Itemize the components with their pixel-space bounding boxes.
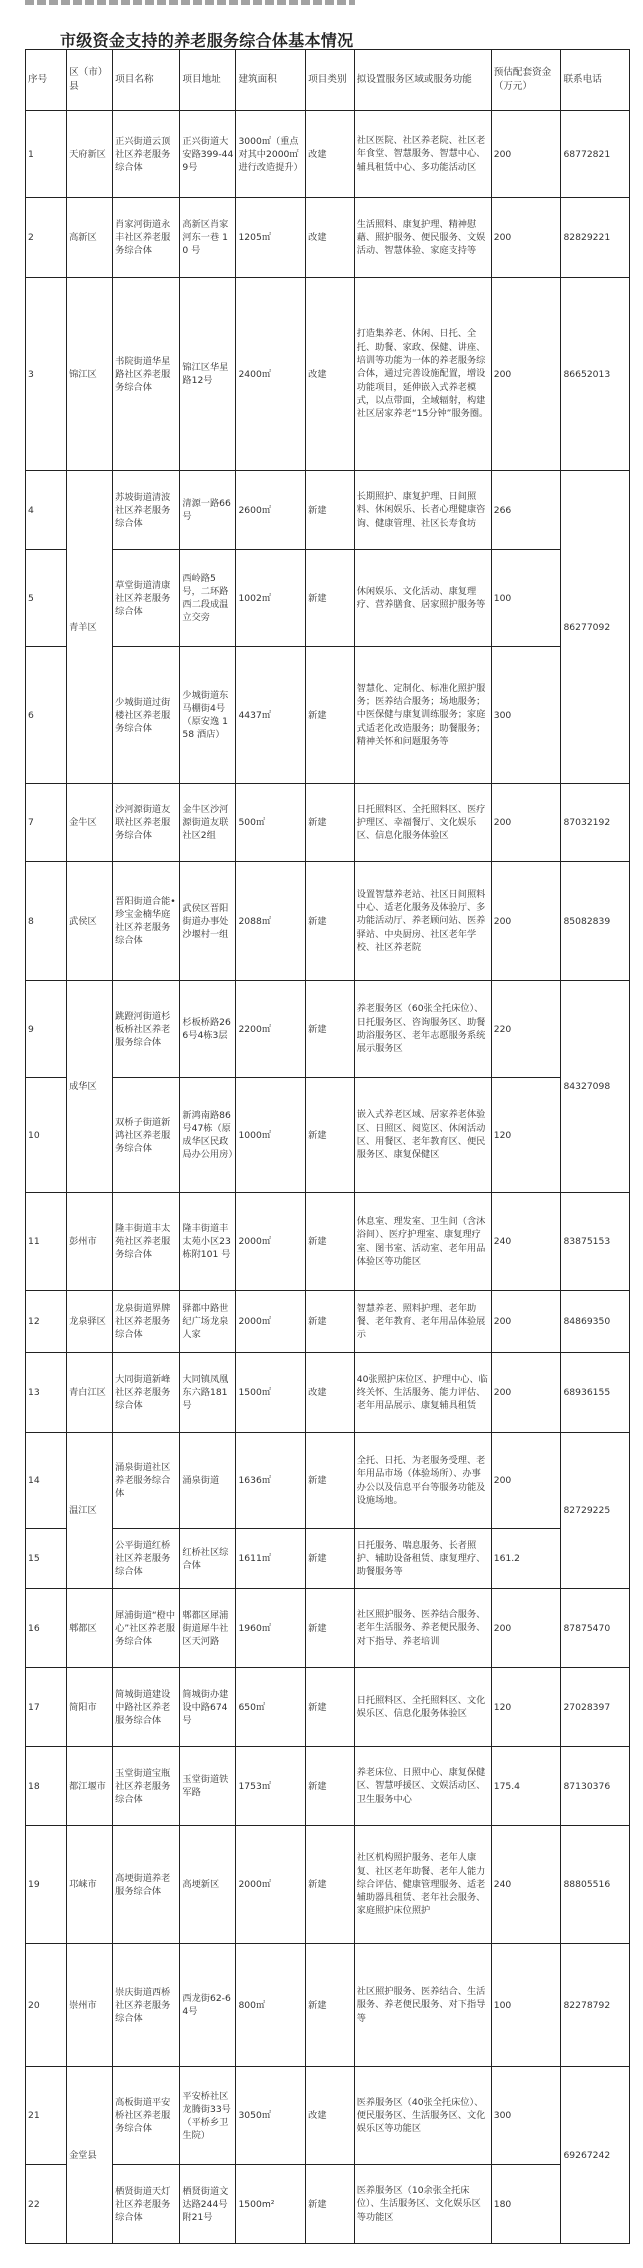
- cell-type: 改建: [306, 198, 355, 278]
- cell-address: 栖贤街道文达路244号附21号: [180, 2165, 236, 2244]
- table-row: [26, 981, 630, 1078]
- cell-funds: 220: [491, 981, 561, 1078]
- cell-phone: 87130376: [561, 1747, 630, 1826]
- cell-seq: 2: [26, 198, 67, 278]
- table-row: [26, 1944, 630, 2067]
- cell-address: 武侯区晋阳街道办事处沙堰村一组: [180, 862, 236, 981]
- cell-functions: 生活照料、康复护理、精神慰藉、照护服务、便民服务、文娱活动、智慧体验、家庭支持等: [354, 198, 491, 278]
- cell-name: 栖贤街道天灯社区养老服务综合体: [113, 2165, 180, 2244]
- cell-district: 邛崃市: [67, 1826, 113, 1944]
- cell-funds: 300: [491, 2067, 561, 2165]
- cell-funds: 200: [491, 1291, 561, 1353]
- cell-funds: 200: [491, 784, 561, 862]
- table-row: [26, 1353, 630, 1433]
- cell-funds: 200: [491, 111, 561, 198]
- cell-seq: 6: [26, 647, 67, 784]
- cell-functions: 社区照护服务、医养结合服务、老年生活服务、养老便民服务、对下指导、养老培训: [354, 1589, 491, 1668]
- cell-seq: 4: [26, 471, 67, 550]
- cell-seq: 17: [26, 1668, 67, 1747]
- cell-area: 1500m²: [236, 2165, 306, 2244]
- cell-funds: 100: [491, 1944, 561, 2067]
- cell-phone: 68772821: [561, 111, 630, 198]
- cell-functions: 社区照护服务、医养结合、生活服务、养老便民服务、对下指导等: [354, 1944, 491, 2067]
- cell-functions: 休息室、理发室、卫生间（含沐浴间）、医疗护理室、康复理疗室、图书室、活动室、老年用品体验区等功能区: [354, 1193, 491, 1291]
- cell-address: 玉堂街道铁军路: [180, 1747, 236, 1826]
- table-row: [26, 1291, 630, 1353]
- cell-name: 肖家河街道永丰社区养老服务综合体: [113, 198, 180, 278]
- cell-address: 涌泉街道: [180, 1433, 236, 1529]
- cell-address: 平安桥社区龙腾街33号（平桥乡卫生院）: [180, 2067, 236, 2165]
- table-row: [26, 1529, 630, 1589]
- cell-area: 650㎡: [236, 1668, 306, 1747]
- cell-district: 武侯区: [67, 862, 113, 981]
- cell-area: 3050㎡: [236, 2067, 306, 2165]
- page-title: 市级资金支持的养老服务综合体基本情况: [60, 31, 354, 50]
- cell-type: 改建: [306, 111, 355, 198]
- cell-address: 锦江区华星路12号: [180, 278, 236, 471]
- cell-area: 1205㎡: [236, 198, 306, 278]
- cell-name: 双桥子街道新鸿社区养老服务综合体: [113, 1078, 180, 1193]
- cell-name: 公平街道红桥社区养老服务综合体: [113, 1529, 180, 1589]
- cell-functions: 日托照料区、全托照料区、文化娱乐区、信息化服务体验区: [354, 1668, 491, 1747]
- cell-functions: 打造集养老、休闲、日托、全托、助餐、家政、保健、讲座、培训等功能为一体的养老服务综合体，通过完善设施配置，增设功能项目，延伸嵌入式养老模式，以点带面，全域辐射，构建社区居家养老“15分钟”服务圈。: [354, 278, 491, 471]
- cell-funds: 300: [491, 647, 561, 784]
- cell-phone: 82729225: [561, 1433, 630, 1589]
- cell-district: 金堂县: [67, 2067, 113, 2244]
- cell-phone: 27028397: [561, 1668, 630, 1747]
- cell-address: 简城街办建设中路674号: [180, 1668, 236, 1747]
- cell-type: 新建: [306, 471, 355, 550]
- cell-type: 新建: [306, 784, 355, 862]
- table-row: [26, 784, 630, 862]
- cell-district: 都江堰市: [67, 1747, 113, 1826]
- cell-district: 龙泉驿区: [67, 1291, 113, 1353]
- cell-name: 大同街道新峰社区养老服务综合体: [113, 1353, 180, 1433]
- cell-phone: 85082839: [561, 862, 630, 981]
- cell-name: 苏坡街道清波社区养老服务综合体: [113, 471, 180, 550]
- cell-phone: 84869350: [561, 1291, 630, 1353]
- cell-phone: 86277092: [561, 471, 630, 784]
- cell-name: 书院街道华星路社区养老服务综合体: [113, 278, 180, 471]
- cell-name: 简城街道建设中路社区养老服务综合体: [113, 1668, 180, 1747]
- cell-type: 改建: [306, 1353, 355, 1433]
- cell-phone: 68936155: [561, 1353, 630, 1433]
- header-name: 项目名称: [113, 50, 180, 111]
- cell-area: 1000㎡: [236, 1078, 306, 1193]
- header-address: 项目地址: [180, 50, 236, 111]
- cell-functions: 养老服务区（60张全托床位）、日托服务区、咨询服务区、助餐助浴服务区、老年志愿服务系统展示服务区: [354, 981, 491, 1078]
- cell-address: 杉板桥路266号4栋3层: [180, 981, 236, 1078]
- cell-seq: 20: [26, 1944, 67, 2067]
- cell-functions: 医养服务区（40张全托床位）、便民服务区、生活服务区、文化娱乐区等功能区: [354, 2067, 491, 2165]
- table-row: [26, 647, 630, 784]
- cell-district: 青白江区: [67, 1353, 113, 1433]
- cell-seq: 3: [26, 278, 67, 471]
- cell-name: 玉堂街道宝瓶社区养老服务综合体: [113, 1747, 180, 1826]
- cell-name: 涌泉街道社区养老服务综合体: [113, 1433, 180, 1529]
- table-row: [26, 1589, 630, 1668]
- cell-name: 崇庆街道西桥社区养老服务综合体: [113, 1944, 180, 2067]
- cell-funds: 175.4: [491, 1747, 561, 1826]
- cell-name: 草堂街道清康社区养老服务综合体: [113, 550, 180, 647]
- table-row: [26, 1747, 630, 1826]
- cell-name: 隆丰街道丰太苑社区养老服务综合体: [113, 1193, 180, 1291]
- cell-phone: 84327098: [561, 981, 630, 1193]
- cell-district: 温江区: [67, 1433, 113, 1589]
- cell-type: 新建: [306, 1433, 355, 1529]
- cell-funds: 120: [491, 1668, 561, 1747]
- cell-phone: 69267242: [561, 2067, 630, 2244]
- cell-name: 跳蹬河街道杉板桥社区养老服务综合体: [113, 981, 180, 1078]
- cell-name: 龙泉街道界牌社区养老服务综合体: [113, 1291, 180, 1353]
- cell-seq: 19: [26, 1826, 67, 1944]
- cell-functions: 全托、日托、为老服务受理、老年用品市场（体验场所）、办事办公以及信息平台等服务功能及设施场地。: [354, 1433, 491, 1529]
- cell-phone: 87875470: [561, 1589, 630, 1668]
- cell-functions: 设置智慧养老站、社区日间照料中心、适老化服务及体验厅、多功能活动厅、养老顾问站、医养驿站、中央厨房、社区老年学校、社区养老院: [354, 862, 491, 981]
- cell-address: 正兴街道大安路399-449号: [180, 111, 236, 198]
- cell-address: 隆丰街道丰太苑小区23 栋附101 号: [180, 1193, 236, 1291]
- cell-functions: 长期照护、康复护理、日间照料、休闲娱乐、长者心理健康咨询、健康管理、社区长寿食坊: [354, 471, 491, 550]
- cell-phone: 82278792: [561, 1944, 630, 2067]
- cell-area: 2000㎡: [236, 1193, 306, 1291]
- header-functions: 拟设置服务区域或服务功能: [354, 50, 491, 111]
- table-row: [26, 2067, 630, 2165]
- header-type: 项目类别: [306, 50, 355, 111]
- cell-type: 新建: [306, 1193, 355, 1291]
- cell-funds: 200: [491, 278, 561, 471]
- cell-type: 新建: [306, 1944, 355, 2067]
- cell-functions: 社区机构照护服务、老年人康复、社区老年助餐、老年人能力综合评估、健康管理服务、适老辅助器具租赁、老年社会服务、家庭照护床位照护: [354, 1826, 491, 1944]
- cell-type: 新建: [306, 862, 355, 981]
- cell-name: 高埂街道养老服务综合体: [113, 1826, 180, 1944]
- cell-address: 高埂新区: [180, 1826, 236, 1944]
- cell-address: 少城街道东马棚街4号（原安逸 158 酒店）: [180, 647, 236, 784]
- cell-area: 1960㎡: [236, 1589, 306, 1668]
- cell-phone: 86652013: [561, 278, 630, 471]
- cell-seq: 8: [26, 862, 67, 981]
- cell-functions: 嵌入式养老区域、居家养老体验区、日照区、阅览区、休闲活动区、用餐区、老年教育区、便民服务区、康复保健区: [354, 1078, 491, 1193]
- cell-funds: 200: [491, 198, 561, 278]
- cell-type: 新建: [306, 1668, 355, 1747]
- cell-area: 1500㎡: [236, 1353, 306, 1433]
- cell-seq: 21: [26, 2067, 67, 2165]
- cell-functions: 养老床位、日照中心、康复保健区、智慧呼援区、文娱活动区、卫生服务中心: [354, 1747, 491, 1826]
- cell-type: 新建: [306, 2165, 355, 2244]
- cell-area: 2088㎡: [236, 862, 306, 981]
- cell-name: 晋阳街道合能•珍宝金楠华庭社区养老服务综合体: [113, 862, 180, 981]
- cell-functions: 40张照护床位区、护理中心、临终关怀、生活服务、能力评估、老年用品展示、康复辅具租赁: [354, 1353, 491, 1433]
- table-header-row: [26, 50, 630, 111]
- cell-address: 西岭路5号，二环路西二段成温立交旁: [180, 550, 236, 647]
- cell-funds: 161.2: [491, 1529, 561, 1589]
- cell-district: 天府新区: [67, 111, 113, 198]
- cell-seq: 15: [26, 1529, 67, 1589]
- cell-name: 犀浦街道“橙中心”社区养老服务综合体: [113, 1589, 180, 1668]
- cell-district: 成华区: [67, 981, 113, 1193]
- cell-district: 金牛区: [67, 784, 113, 862]
- cell-type: 改建: [306, 278, 355, 471]
- cell-area: 2200㎡: [236, 981, 306, 1078]
- cell-name: 正兴街道云顶社区养老服务综合体: [113, 111, 180, 198]
- cell-type: 新建: [306, 1589, 355, 1668]
- cell-address: 金牛区沙河源街道友联社区2组: [180, 784, 236, 862]
- cell-functions: 智慧化、定制化、标准化照护服务；医养结合服务；场地服务；中医保健与康复训练服务；家庭式适老化改造服务；助餐服务；精神关怀和问题服务等: [354, 647, 491, 784]
- cell-area: 1611㎡: [236, 1529, 306, 1589]
- cell-functions: 日托服务、喘息服务、长者照护、辅助设备租赁、康复理疗、助餐服务等: [354, 1529, 491, 1589]
- cell-phone: 87032192: [561, 784, 630, 862]
- cell-district: 彭州市: [67, 1193, 113, 1291]
- cell-type: 新建: [306, 1291, 355, 1353]
- cell-seq: 5: [26, 550, 67, 647]
- cell-area: 1002㎡: [236, 550, 306, 647]
- cell-type: 新建: [306, 1747, 355, 1826]
- cell-functions: 社区医院、社区养老院、社区老年食堂、智慧服务、智慧中心、辅具租赁中心、多功能活动区: [354, 111, 491, 198]
- facilities-table: [25, 49, 630, 2244]
- table-row: [26, 1668, 630, 1747]
- cell-area: 1636㎡: [236, 1433, 306, 1529]
- cell-area: 3000㎡（重点对其中2000㎡进行改造提升）: [236, 111, 306, 198]
- table-row: [26, 111, 630, 198]
- cell-name: 沙河源街道友联社区养老服务综合体: [113, 784, 180, 862]
- cell-type: 新建: [306, 1078, 355, 1193]
- cell-address: 新鸿南路86号47栋（原成华区民政局办公用房）: [180, 1078, 236, 1193]
- table-row: [26, 2165, 630, 2244]
- cell-district: 崇州市: [67, 1944, 113, 2067]
- cell-type: 改建: [306, 2067, 355, 2165]
- cell-funds: 240: [491, 1826, 561, 1944]
- cell-seq: 1: [26, 111, 67, 198]
- cell-area: 2000㎡: [236, 1826, 306, 1944]
- cell-area: 4437㎡: [236, 647, 306, 784]
- table-row: [26, 1433, 630, 1529]
- cell-seq: 16: [26, 1589, 67, 1668]
- cell-type: 新建: [306, 1826, 355, 1944]
- cell-address: 高新区肖家河东一巷 10 号: [180, 198, 236, 278]
- table-row: [26, 1078, 630, 1193]
- cell-seq: 22: [26, 2165, 67, 2244]
- cell-functions: 医养服务区（10余张全托床位）、生活服务区、文化娱乐区等功能区: [354, 2165, 491, 2244]
- cell-district: 青羊区: [67, 471, 113, 784]
- table-row: [26, 198, 630, 278]
- cell-funds: 100: [491, 550, 561, 647]
- cell-area: 2400㎡: [236, 278, 306, 471]
- cell-area: 2600㎡: [236, 471, 306, 550]
- table-row: [26, 1826, 630, 1944]
- table-row: [26, 278, 630, 471]
- cell-district: 锦江区: [67, 278, 113, 471]
- table-row: [26, 550, 630, 647]
- cell-funds: 200: [491, 1589, 561, 1668]
- cell-functions: 休闲娱乐、文化活动、康复理疗、营养膳食、居家照护服务等: [354, 550, 491, 647]
- cell-functions: 智慧养老、照料护理、老年助餐、老年教育、老年用品体验展示: [354, 1291, 491, 1353]
- cell-address: 驿都中路世纪广场龙泉人家: [180, 1291, 236, 1353]
- cell-address: 大同镇凤凰东六路181号: [180, 1353, 236, 1433]
- cell-funds: 200: [491, 862, 561, 981]
- cell-seq: 18: [26, 1747, 67, 1826]
- cell-phone: 82829221: [561, 198, 630, 278]
- cell-funds: 240: [491, 1193, 561, 1291]
- cell-area: 1753㎡: [236, 1747, 306, 1826]
- cell-seq: 13: [26, 1353, 67, 1433]
- table-row: [26, 1193, 630, 1291]
- header-funds: 预估配套资金（万元）: [491, 50, 561, 111]
- cell-seq: 14: [26, 1433, 67, 1529]
- cell-type: 新建: [306, 1529, 355, 1589]
- cell-name: 少城街道过街楼社区养老服务综合体: [113, 647, 180, 784]
- cell-type: 新建: [306, 550, 355, 647]
- cell-name: 高板街道平安桥社区养老服务综合体: [113, 2067, 180, 2165]
- cell-funds: 266: [491, 471, 561, 550]
- cell-address: 清源一路66号: [180, 471, 236, 550]
- cell-district: 郫都区: [67, 1589, 113, 1668]
- cell-functions: 日托照料区、全托照料区、医疗护理区、幸福餐厅、文化娱乐区、信息化服务体验区: [354, 784, 491, 862]
- cell-type: 新建: [306, 981, 355, 1078]
- cell-seq: 7: [26, 784, 67, 862]
- cell-address: 郫都区犀浦街道犀牛社区天河路: [180, 1589, 236, 1668]
- cell-funds: 180: [491, 2165, 561, 2244]
- header-seq: 序号: [26, 50, 67, 111]
- cell-seq: 9: [26, 981, 67, 1078]
- header-district: 区（市）县: [67, 50, 113, 111]
- table-row: [26, 862, 630, 981]
- cell-area: 800㎡: [236, 1944, 306, 2067]
- cell-type: 新建: [306, 647, 355, 784]
- cell-district: 高新区: [67, 198, 113, 278]
- cell-funds: 200: [491, 1353, 561, 1433]
- cell-district: 简阳市: [67, 1668, 113, 1747]
- cell-area: 500㎡: [236, 784, 306, 862]
- cell-area: 2000㎡: [236, 1291, 306, 1353]
- cell-seq: 11: [26, 1193, 67, 1291]
- cell-address: 西龙街62-64号: [180, 1944, 236, 2067]
- cell-seq: 10: [26, 1078, 67, 1193]
- cell-address: 红桥社区综合体: [180, 1529, 236, 1589]
- clipped-text-line: [25, 0, 355, 5]
- header-phone: 联系电话: [561, 50, 630, 111]
- cell-funds: 200: [491, 1433, 561, 1529]
- cell-phone: 88805516: [561, 1826, 630, 1944]
- table-row: [26, 471, 630, 550]
- header-area: 建筑面积: [236, 50, 306, 111]
- cell-funds: 120: [491, 1078, 561, 1193]
- cell-seq: 12: [26, 1291, 67, 1353]
- cell-phone: 83875153: [561, 1193, 630, 1291]
